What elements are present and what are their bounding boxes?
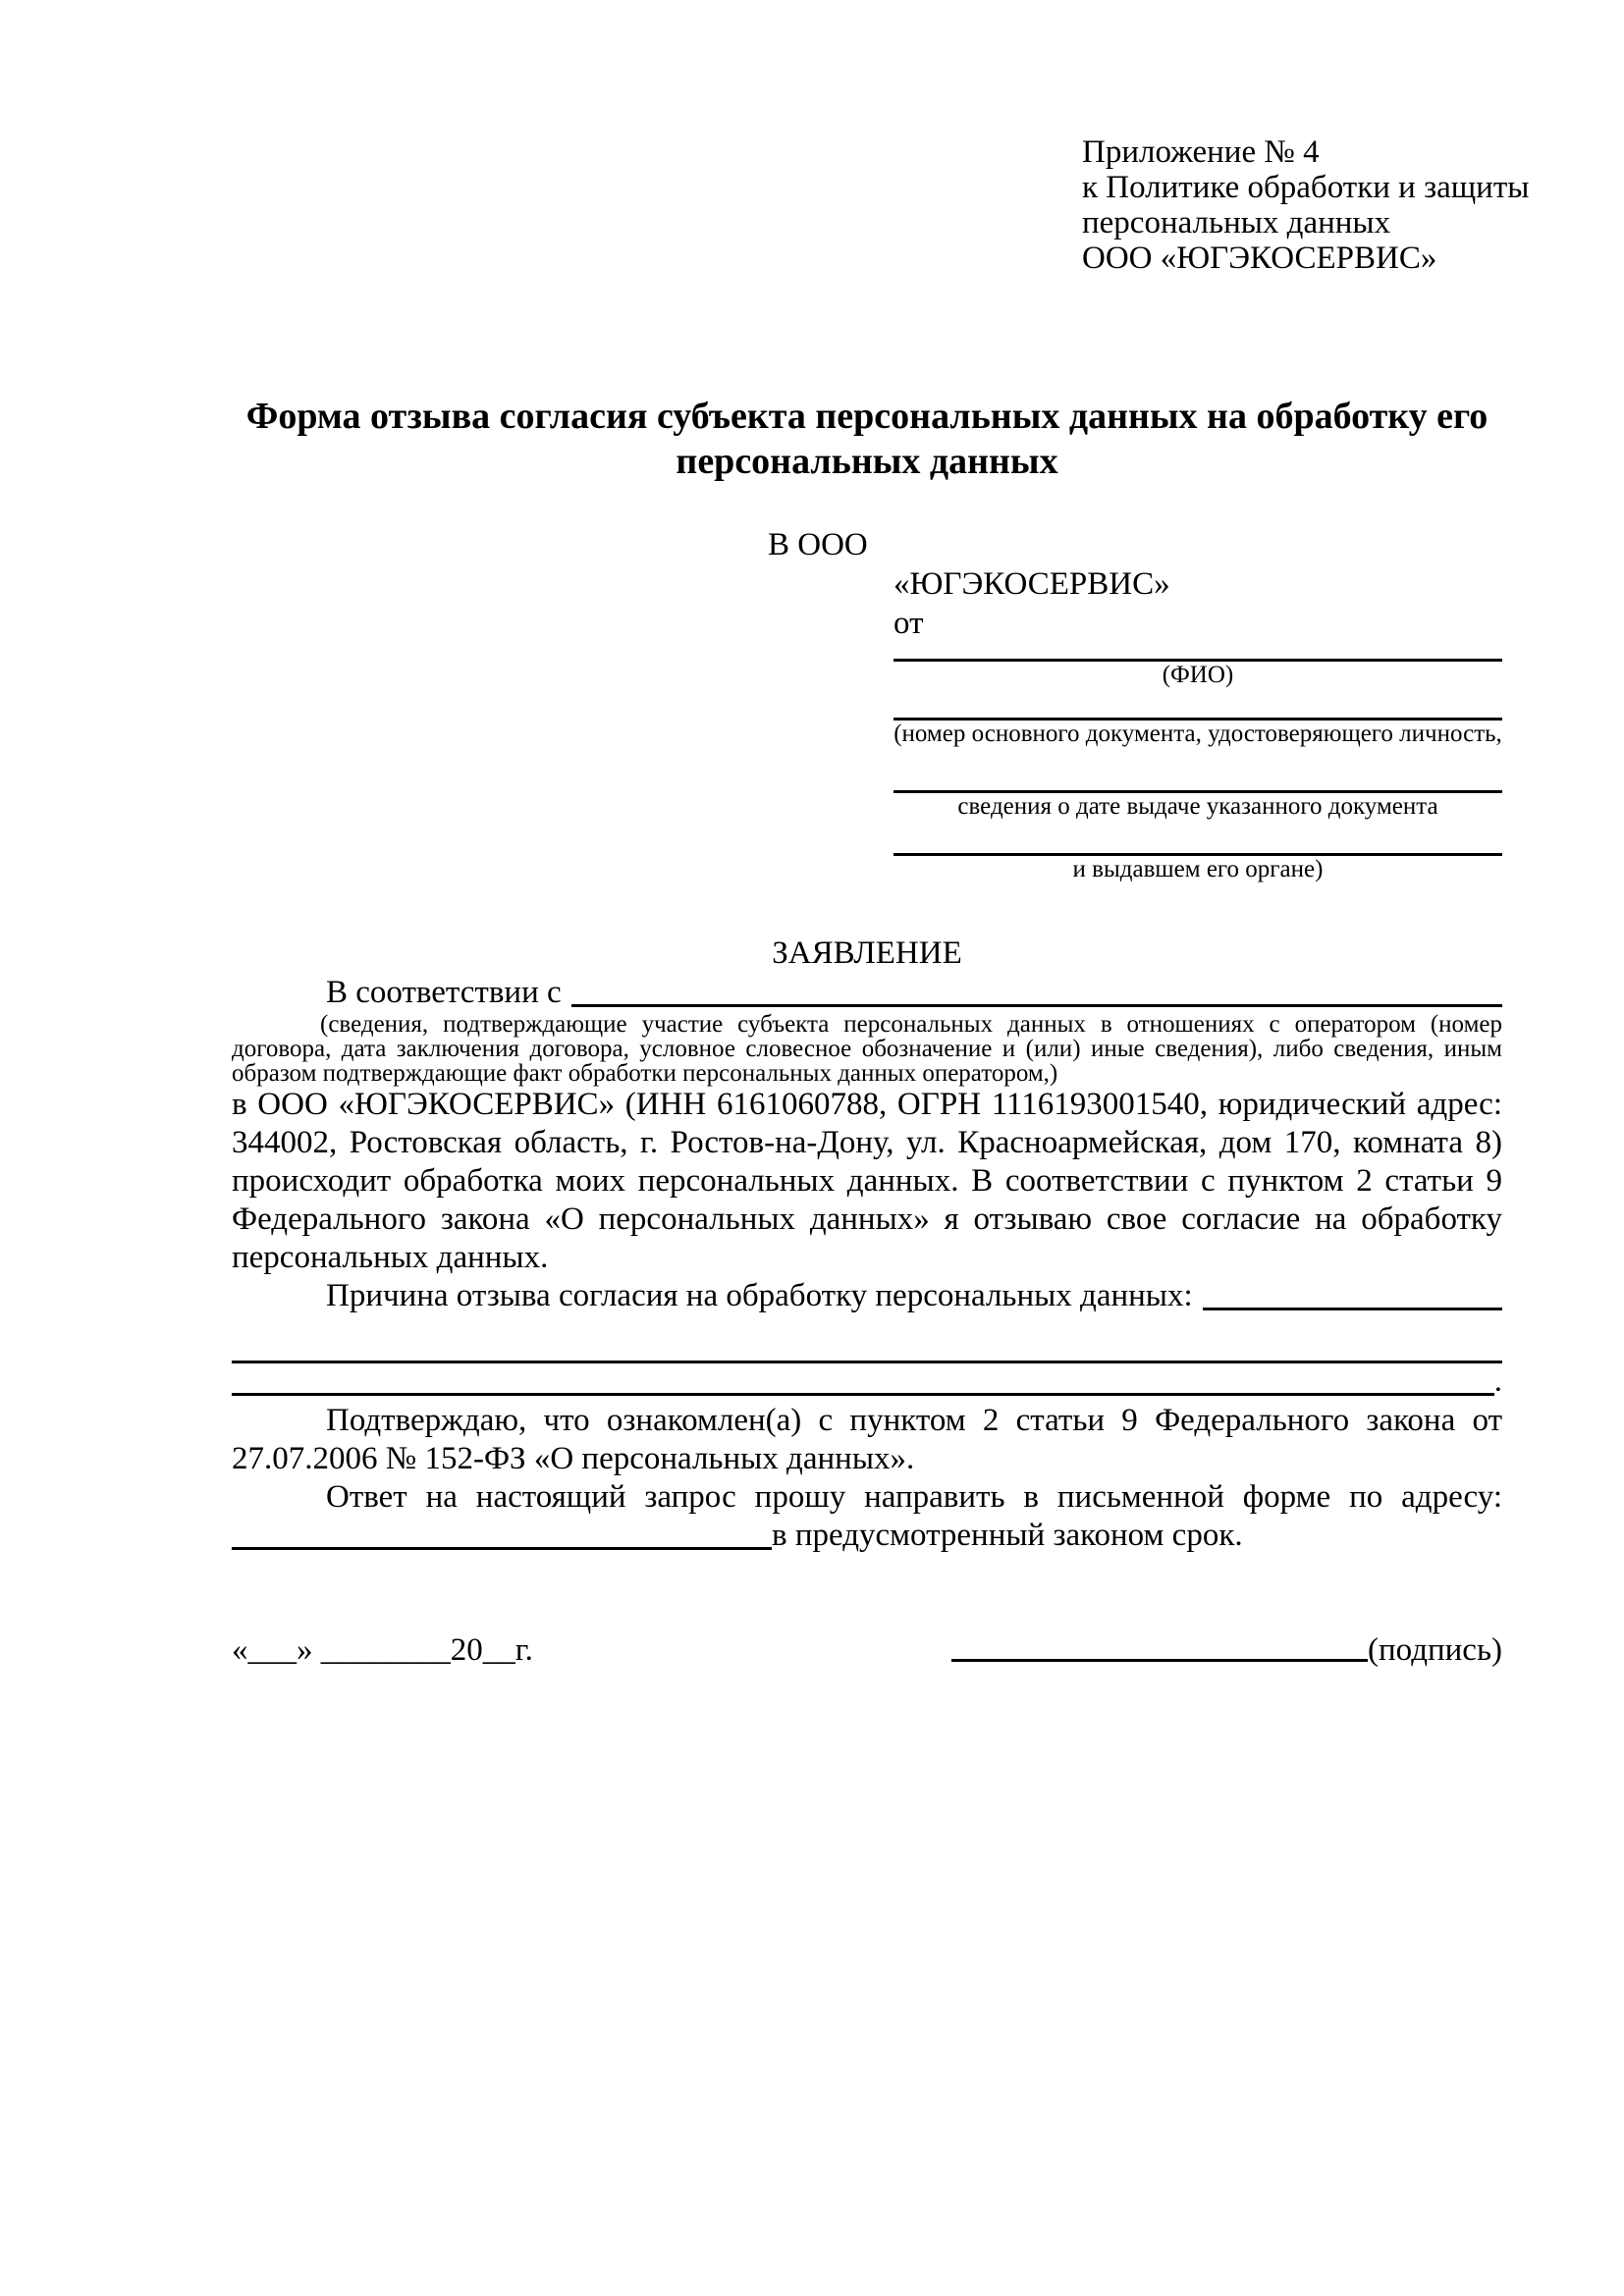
confirmation-paragraph: Подтверждаю, что ознакомлен(а) с пунктом 2 статьи 9 Федерального закона от 27.07.2006 № 152-ФЗ «О персональных данных». — [232, 1403, 1502, 1476]
reason-continuation-line-1 — [232, 1315, 1502, 1363]
signature-blank-line — [951, 1659, 1368, 1662]
accordance-footnote: (сведения, подтверждающие участие субъекта персональных данных в отношениях с оператором (номер договора, дата заключения договора, условное словесное обозначение и (или) иные сведения), либо сведения, иным образом подтверждающие факт обработки персональных данных оператором,) — [232, 1011, 1502, 1087]
date-blank: «___» ________20__г. — [232, 1632, 533, 1668]
document-number-blank-line — [893, 689, 1502, 721]
issuing-authority-caption: и выдавшем его органе) — [1072, 856, 1324, 882]
company-name-line: ООО «ЮГЭКОСЕРВИС» — [1082, 240, 1437, 276]
reply-request-tail: в предусмотренный законом срок. — [772, 1518, 1243, 1553]
accordance-blank-line — [571, 1004, 1502, 1007]
reply-address-row — [232, 1517, 1502, 1555]
addressee-inner — [893, 564, 1502, 883]
fio-caption: (ФИО) — [1162, 662, 1234, 688]
document-number-caption: (номер основного документа, удостоверяющего личность, — [893, 721, 1502, 747]
document-title: Форма отзыва согласия субъекта персональных данных на обработку его персональных данных — [245, 396, 1489, 482]
fio-blank-line — [893, 643, 1502, 662]
reason-blank-line — [1203, 1308, 1502, 1310]
reason-continuation-line-2 — [232, 1363, 1502, 1399]
addressee-to: В ООО — [768, 527, 868, 562]
policy-reference-line-1: к Политике обработки и защиты — [1082, 170, 1530, 205]
sentence-period: . — [1493, 1363, 1502, 1399]
statement-body: в ООО «ЮГЭКОСЕРВИС» (ИНН 6161060788, ОГРН 1116193001540, юридический адрес: 344002, Ростовская область, г. Ростов-на-Дону, ул. Красноармейская, дом 170, комната 8) происходит обработка моих персональных данных. В соответствии с пунктом 2 статьи 9 Федерального закона «О персональных данных» я отзываю свое согласие на обработку персональных данных. — [232, 1087, 1502, 1275]
issue-date-caption: сведения о дате выдаче указанного документа — [957, 793, 1438, 820]
policy-reference-line-2: персональных данных — [1082, 205, 1391, 240]
issuing-authority-blank-line — [893, 821, 1502, 856]
statement-heading: ЗАЯВЛЕНИЕ — [772, 935, 962, 971]
addressee-block — [768, 525, 1502, 883]
reply-address-blank-line — [232, 1547, 772, 1550]
accordance-label: В соответствии с — [326, 975, 562, 1010]
reason-row — [232, 1277, 1502, 1315]
appendix-number-line: Приложение № 4 — [1082, 134, 1320, 170]
accordance-row — [232, 973, 1502, 1012]
reason-continuation-underline — [232, 1361, 1494, 1396]
appendix-note — [1082, 134, 1530, 276]
reason-label: Причина отзыва согласия на обработку персональных данных: — [326, 1278, 1193, 1313]
addressee-from-label: от — [893, 606, 924, 641]
signature-footer — [232, 1631, 1502, 1670]
signature-caption: (подпись) — [1368, 1632, 1502, 1668]
document-content — [232, 0, 1530, 1670]
signature-group — [951, 1631, 1502, 1670]
reply-request-line: Ответ на настоящий запрос прошу направить в письменной форме по адресу: — [326, 1479, 1502, 1515]
addressee-company: «ЮГЭКОСЕРВИС» — [893, 566, 1170, 602]
issue-date-blank-line — [893, 748, 1502, 793]
